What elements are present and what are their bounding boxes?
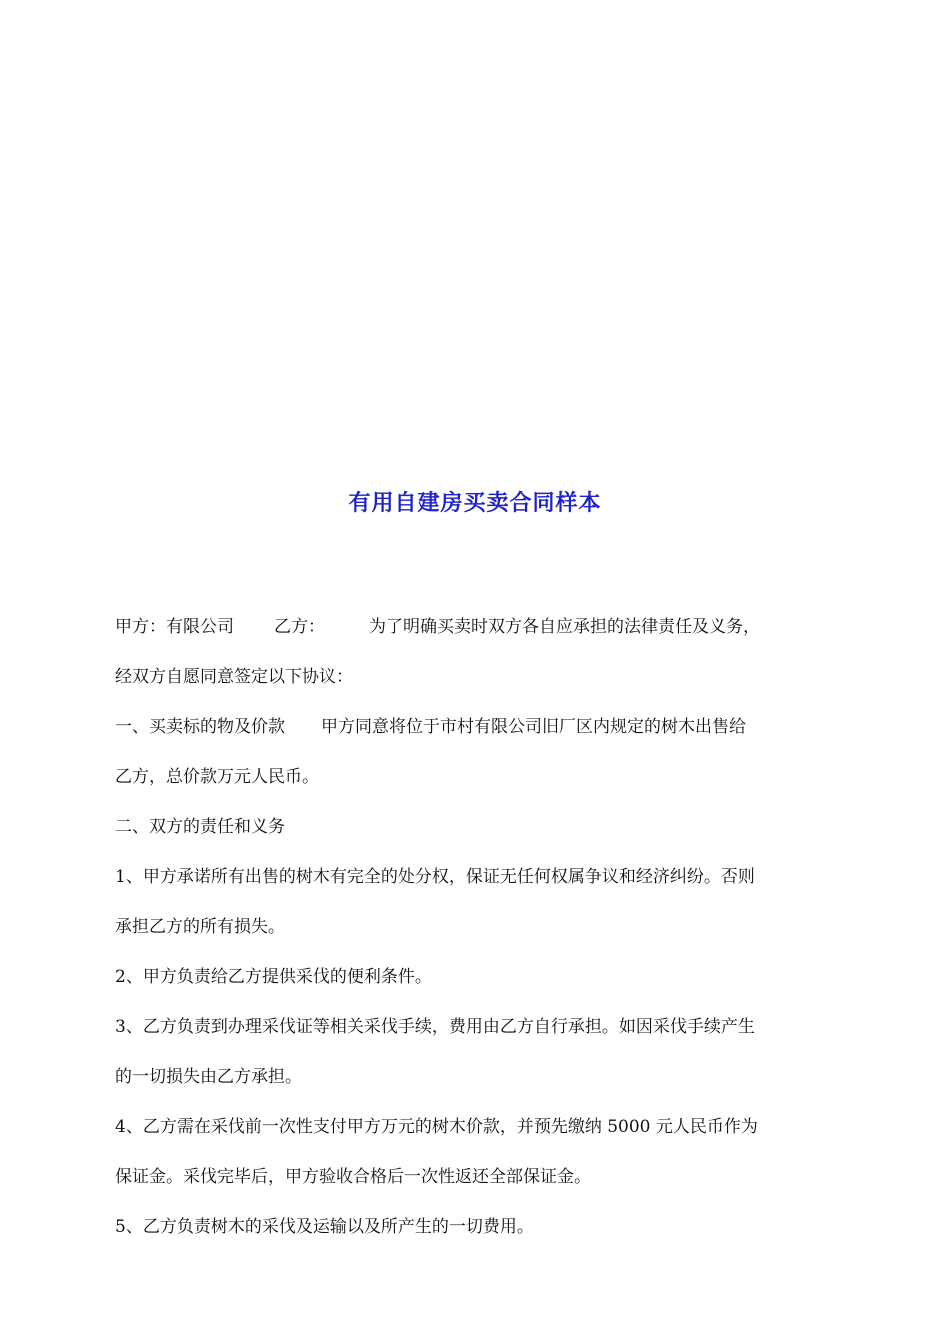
section1-text-line1: 甲方同意将位于市村有限公司旧厂区内规定的树木出售给 bbox=[321, 717, 746, 737]
item3-line2: 的一切损失由乙方承担。 bbox=[115, 1067, 302, 1087]
document-title: 有用自建房买卖合同样本 bbox=[348, 491, 602, 516]
party-b-label: 乙方： bbox=[274, 617, 325, 637]
party-a-label: 甲方：有限公司 bbox=[115, 617, 234, 637]
party-line bbox=[115, 602, 840, 652]
intro-text-part1: 为了明确买卖时双方各自应承担的法律责任及义务， bbox=[369, 617, 760, 637]
item4-line1: 4、乙方需在采伐前一次性支付甲方万元的树木价款，并预先缴纳 5000 元人民币作为 bbox=[115, 1117, 758, 1137]
item1-line2: 承担乙方的所有损失。 bbox=[115, 917, 285, 937]
item5: 5、乙方负责树木的采伐及运输以及所产生的一切费用。 bbox=[115, 1217, 534, 1237]
section2-heading: 二、双方的责任和义务 bbox=[115, 817, 285, 837]
intro-text-part2: 经双方自愿同意签定以下协议： bbox=[115, 667, 353, 687]
section1-text-line2: 乙方，总价款万元人民币。 bbox=[115, 767, 319, 787]
section1-line1 bbox=[115, 702, 840, 752]
item3-line1: 3、乙方负责到办理采伐证等相关采伐手续，费用由乙方自行承担。如因采伐手续产生 bbox=[115, 1017, 755, 1037]
item4-line2: 保证金。采伐完毕后，甲方验收合格后一次性返还全部保证金。 bbox=[115, 1167, 591, 1187]
item2: 2、甲方负责给乙方提供采伐的便利条件。 bbox=[115, 967, 432, 987]
item1-line1: 1、甲方承诺所有出售的树木有完全的处分权，保证无任何权属争议和经济纠纷。否则 bbox=[115, 867, 755, 887]
document-body bbox=[115, 602, 840, 1252]
section1-heading: 一、买卖标的物及价款 bbox=[115, 717, 285, 737]
